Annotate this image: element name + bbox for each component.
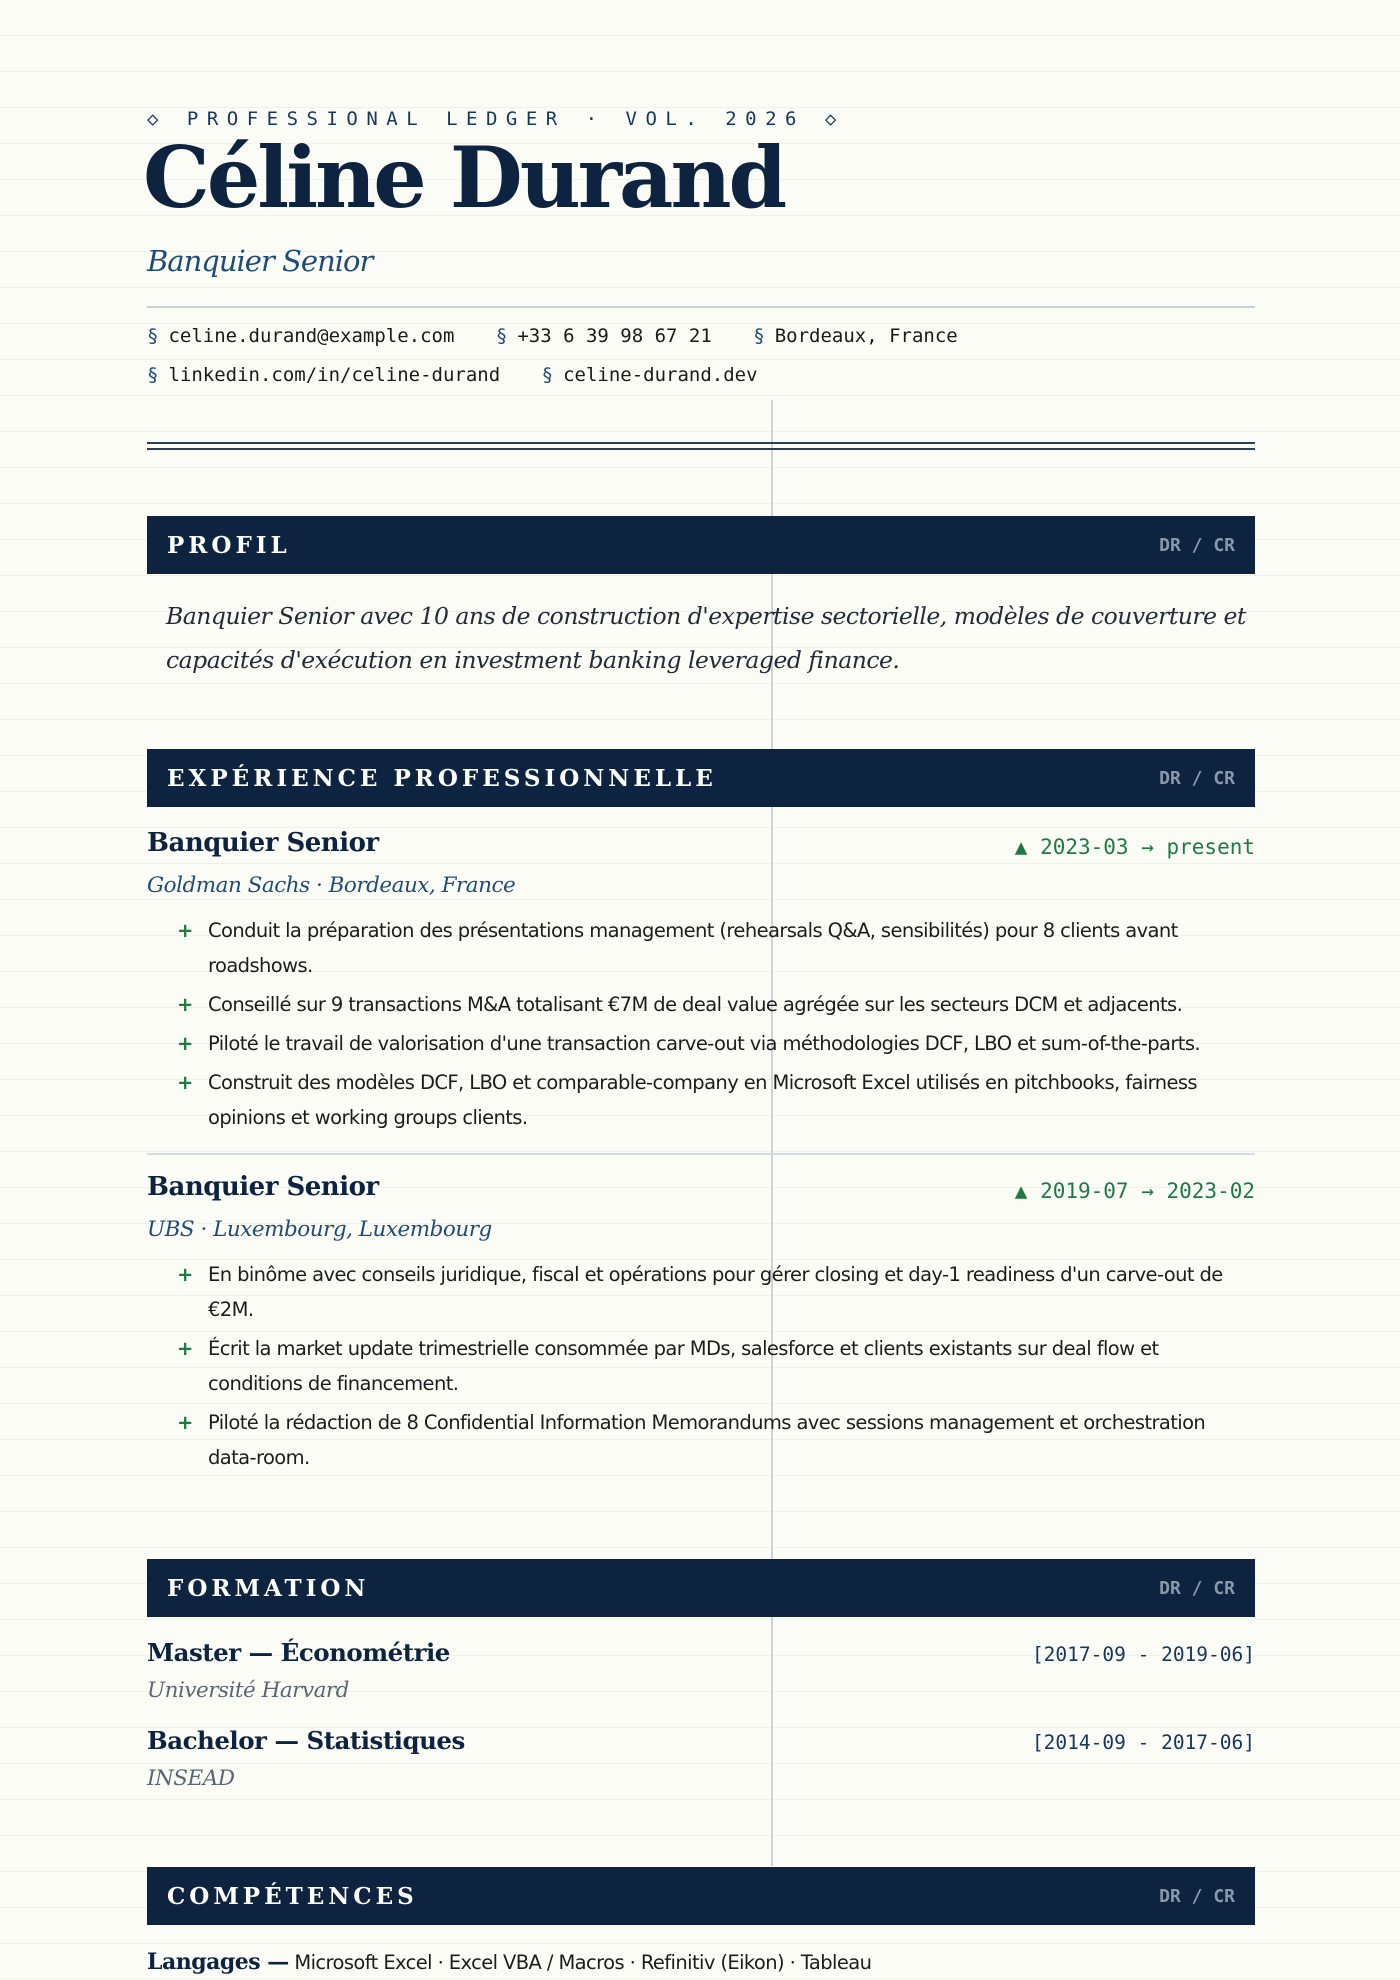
plus-icon: + bbox=[177, 1032, 193, 1055]
header-double-rule-top bbox=[147, 442, 1255, 444]
profile-summary: Banquier Senior avec 10 ans de construction d'expertise sectorielle, modèles de couverture et capacités d'exécution en investment banking leveraged finance. bbox=[166, 602, 1246, 674]
plus-icon: + bbox=[177, 919, 193, 942]
section-sign-icon: § bbox=[147, 364, 159, 386]
job-dates: ▲ 2019-07 → 2023-02 bbox=[1014, 1179, 1255, 1203]
contact-row-2 bbox=[147, 364, 788, 386]
candidate-role: Banquier Senior bbox=[147, 244, 373, 278]
education-dates: [2014-09 - 2017-06] bbox=[1031, 1731, 1255, 1754]
contact-phone-text: +33 6 39 98 67 21 bbox=[517, 325, 712, 347]
plus-icon: + bbox=[177, 1071, 193, 1094]
skills-languages bbox=[147, 1949, 871, 1975]
section-title: PROFIL bbox=[167, 531, 291, 559]
list-item: + Piloté la rédaction de 8 Confidential Information Memorandums avec sessions management et orchestration data-room. bbox=[177, 1405, 1239, 1475]
list-item: + En binôme avec conseils juridique, fiscal et opérations pour gérer closing et day-1 readiness d'un carve-out de €2M. bbox=[177, 1257, 1239, 1327]
contact-email[interactable] bbox=[147, 325, 454, 347]
skills-items: Microsoft Excel · Excel VBA / Macros · Refinitiv (Eikon) · Tableau bbox=[294, 1951, 872, 1974]
candidate-name: Céline Durand bbox=[143, 128, 785, 227]
plus-icon: + bbox=[177, 1263, 193, 1286]
section-title: COMPÉTENCES bbox=[167, 1882, 418, 1910]
section-header-profil bbox=[147, 516, 1255, 574]
contact-linkedin[interactable] bbox=[147, 364, 500, 386]
plus-icon: + bbox=[177, 1411, 193, 1434]
section-tag: DR / CR bbox=[1159, 1885, 1235, 1907]
section-sign-icon: § bbox=[147, 325, 159, 347]
skills-label: Langages — bbox=[147, 1949, 289, 1975]
job-organization: UBS · Luxembourg, Luxembourg bbox=[147, 1217, 492, 1242]
education-school: Université Harvard bbox=[147, 1678, 349, 1703]
education-school: INSEAD bbox=[147, 1766, 235, 1791]
job-organization: Goldman Sachs · Bordeaux, France bbox=[147, 873, 516, 898]
contact-website[interactable] bbox=[542, 364, 758, 386]
plus-icon: + bbox=[177, 1337, 193, 1360]
section-header-experience bbox=[147, 749, 1255, 807]
contact-linkedin-text: linkedin.com/in/celine-durand bbox=[168, 364, 501, 386]
header-divider bbox=[147, 306, 1255, 308]
section-title: FORMATION bbox=[167, 1574, 370, 1602]
section-tag: DR / CR bbox=[1159, 767, 1235, 789]
section-sign-icon: § bbox=[495, 325, 508, 347]
section-sign-icon: § bbox=[541, 364, 554, 386]
masthead: ◇ PROFESSIONAL LEDGER · VOL. 2026 ◇ bbox=[147, 108, 845, 130]
contact-location-text: Bordeaux, France bbox=[774, 325, 958, 347]
job-title: Banquier Senior bbox=[147, 1172, 379, 1202]
contact-website-text: celine-durand.dev bbox=[563, 364, 758, 386]
list-item: + Écrit la market update trimestrielle consommée par MDs, salesforce et clients existants sur deal flow et conditions de financement. bbox=[177, 1331, 1239, 1401]
contact-phone[interactable] bbox=[496, 325, 712, 347]
education-degree: Bachelor — Statistiques bbox=[147, 1726, 465, 1755]
list-item: + Piloté le travail de valorisation d'une transaction carve-out via méthodologies DCF, LBO et sum-of-the-parts. bbox=[177, 1026, 1239, 1061]
job-bullets bbox=[177, 913, 1239, 1139]
section-tag: DR / CR bbox=[1159, 534, 1235, 556]
section-title: EXPÉRIENCE PROFESSIONNELLE bbox=[167, 764, 717, 792]
section-sign-icon: § bbox=[753, 325, 765, 347]
section-tag: DR / CR bbox=[1159, 1577, 1235, 1599]
contact-email-text: celine.durand@example.com bbox=[168, 325, 455, 347]
contact-location bbox=[753, 325, 957, 347]
section-header-formation bbox=[147, 1559, 1255, 1617]
job-divider bbox=[147, 1153, 1255, 1155]
education-degree: Master — Économétrie bbox=[147, 1638, 450, 1667]
job-title: Banquier Senior bbox=[147, 828, 379, 858]
section-header-competences bbox=[147, 1867, 1255, 1925]
plus-icon: + bbox=[177, 993, 193, 1016]
education-dates: [2017-09 - 2019-06] bbox=[1031, 1643, 1255, 1666]
list-item: + Construit des modèles DCF, LBO et comparable-company en Microsoft Excel utilisés en pitchbooks, fairness opinions et working groups clients. bbox=[177, 1065, 1239, 1135]
list-item: + Conduit la préparation des présentations management (rehearsals Q&A, sensibilités) pour 8 clients avant roadshows. bbox=[177, 913, 1239, 983]
contact-row-1 bbox=[147, 325, 988, 347]
header-double-rule-bottom bbox=[147, 448, 1255, 450]
job-dates: ▲ 2023-03 → present bbox=[1014, 835, 1255, 859]
list-item: + Conseillé sur 9 transactions M&A totalisant €7M de deal value agrégée sur les secteurs DCM et adjacents. bbox=[177, 987, 1239, 1022]
job-bullets bbox=[177, 1257, 1239, 1479]
